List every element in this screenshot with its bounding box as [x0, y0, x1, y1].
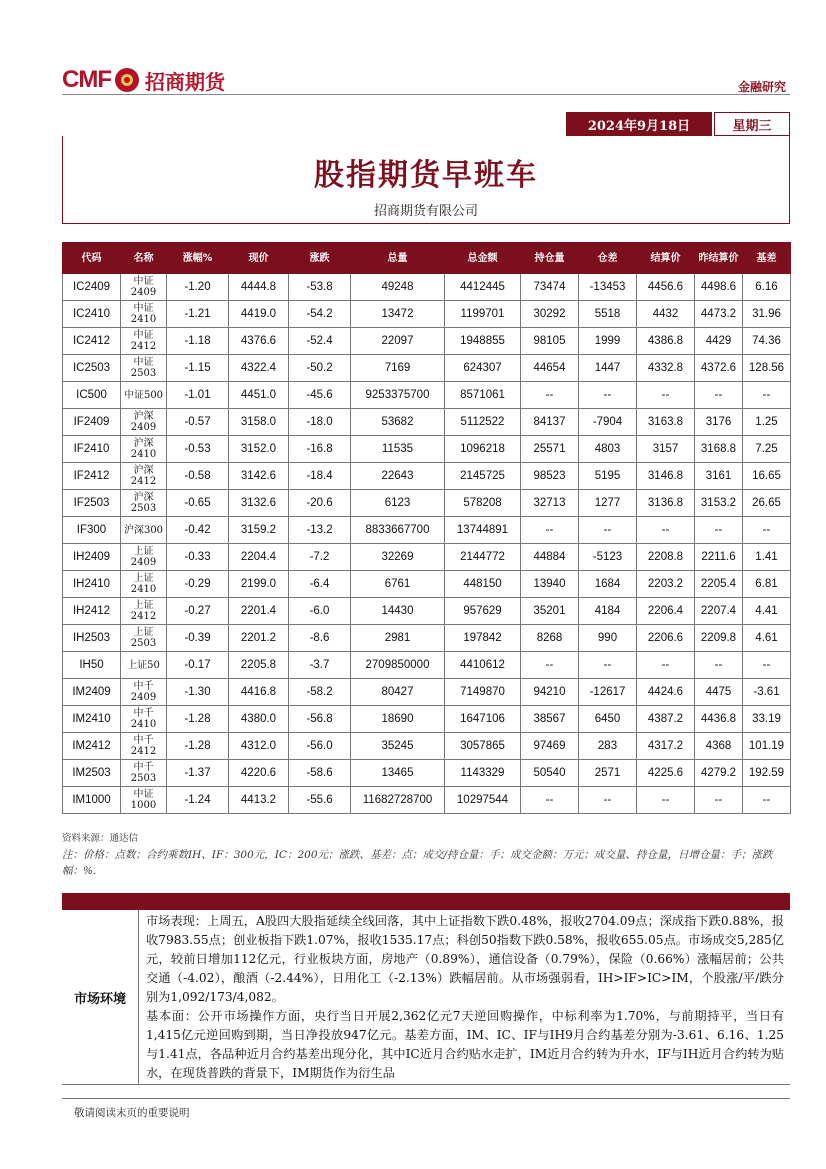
table-cell: -58.6	[289, 760, 351, 787]
table-cell: 3132.6	[229, 490, 289, 517]
contract-code-cell: IF2412	[63, 463, 121, 490]
table-row	[63, 598, 791, 625]
table-cell: 6450	[579, 706, 637, 733]
table-cell: -8.6	[289, 625, 351, 652]
contract-code-cell: IM2412	[63, 733, 121, 760]
table-cell: -13453	[579, 274, 637, 301]
table-cell: 80427	[351, 679, 445, 706]
table-cell: 4410612	[445, 652, 521, 679]
title-box	[62, 136, 790, 224]
table-cell: --	[695, 652, 743, 679]
contract-name-cell: 中证2412	[121, 328, 167, 355]
contract-code-cell: IF2410	[63, 436, 121, 463]
table-cell: 578208	[445, 490, 521, 517]
table-cell: 4317.2	[637, 733, 695, 760]
table-cell: 4376.6	[229, 328, 289, 355]
table-cell: 50540	[521, 760, 579, 787]
contract-name-cell: 中证1000	[121, 787, 167, 814]
table-cell: --	[521, 652, 579, 679]
table-row	[63, 706, 791, 733]
table-cell: 448150	[445, 571, 521, 598]
contract-name-cell: 中千2412	[121, 733, 167, 760]
table-row	[63, 679, 791, 706]
contract-code-cell: IM2410	[63, 706, 121, 733]
table-cell: 2709850000	[351, 652, 445, 679]
table-cell: -0.42	[167, 517, 229, 544]
table-cell: 14430	[351, 598, 445, 625]
table-cell: -13.2	[289, 517, 351, 544]
table-cell: 3176	[695, 409, 743, 436]
table-cell: 53682	[351, 409, 445, 436]
table-cell: 4184	[579, 598, 637, 625]
table-row	[63, 652, 791, 679]
table-cell: 31.96	[743, 301, 791, 328]
section-divider-bar	[62, 893, 790, 910]
table-cell: 3157	[637, 436, 695, 463]
table-cell: 2205.4	[695, 571, 743, 598]
contract-name-cell: 上证2410	[121, 571, 167, 598]
contract-code-cell: IH2410	[63, 571, 121, 598]
table-cell: 2206.6	[637, 625, 695, 652]
company-logo	[62, 64, 225, 96]
table-cell: 3158.0	[229, 409, 289, 436]
column-header: 名称	[121, 243, 167, 274]
contract-code-cell: IC2503	[63, 355, 121, 382]
table-cell: -3.7	[289, 652, 351, 679]
logo-text: CMF	[62, 66, 111, 93]
contract-name-cell: 中证500	[121, 382, 167, 409]
market-section-label: 市场环境	[62, 910, 139, 1084]
table-cell: -12617	[579, 679, 637, 706]
column-header: 代码	[63, 243, 121, 274]
table-cell: -7.2	[289, 544, 351, 571]
table-cell: 3159.2	[229, 517, 289, 544]
column-header: 仓差	[579, 243, 637, 274]
contract-code-cell: IF2503	[63, 490, 121, 517]
table-cell: -16.8	[289, 436, 351, 463]
table-cell: 49248	[351, 274, 445, 301]
table-body	[63, 274, 791, 814]
contract-name-cell: 中证2409	[121, 274, 167, 301]
table-cell: 2206.4	[637, 598, 695, 625]
table-cell: 101.19	[743, 733, 791, 760]
table-cell: 13940	[521, 571, 579, 598]
table-cell: 4225.6	[637, 760, 695, 787]
logo-mark-icon	[115, 68, 139, 92]
contract-name-cell: 中证2410	[121, 301, 167, 328]
table-cell: 38567	[521, 706, 579, 733]
logo-cn-text: 招商期货	[144, 69, 225, 94]
table-cell: 35245	[351, 733, 445, 760]
contract-name-cell: 中证2503	[121, 355, 167, 382]
market-environment-section	[62, 910, 790, 1085]
table-row	[63, 328, 791, 355]
contract-code-cell: IM2409	[63, 679, 121, 706]
table-cell: 2205.8	[229, 652, 289, 679]
contract-code-cell: IC2410	[63, 301, 121, 328]
report-date: 2024年9月18日	[566, 112, 712, 136]
table-cell: --	[521, 517, 579, 544]
table-cell: --	[637, 787, 695, 814]
table-cell: 3153.2	[695, 490, 743, 517]
table-cell: -18.4	[289, 463, 351, 490]
table-cell: 1684	[579, 571, 637, 598]
table-cell: 18690	[351, 706, 445, 733]
table-row	[63, 382, 791, 409]
table-row	[63, 733, 791, 760]
table-row	[63, 463, 791, 490]
table-cell: --	[579, 517, 637, 544]
table-cell: 13744891	[445, 517, 521, 544]
table-row	[63, 571, 791, 598]
table-cell: 2201.4	[229, 598, 289, 625]
table-cell: --	[579, 787, 637, 814]
table-row	[63, 436, 791, 463]
contract-name-cell: 沪深2409	[121, 409, 167, 436]
table-cell: 2145725	[445, 463, 521, 490]
contract-code-cell: IM1000	[63, 787, 121, 814]
table-cell: -45.6	[289, 382, 351, 409]
futures-table	[62, 242, 791, 814]
table-cell: -7904	[579, 409, 637, 436]
table-cell: 4456.6	[637, 274, 695, 301]
table-row	[63, 301, 791, 328]
table-cell: 16.65	[743, 463, 791, 490]
contract-code-cell: IH50	[63, 652, 121, 679]
table-cell: 1199701	[445, 301, 521, 328]
table-row	[63, 355, 791, 382]
table-cell: 2208.8	[637, 544, 695, 571]
report-weekday: 星期三	[714, 112, 790, 136]
table-header-row	[63, 243, 791, 274]
table-cell: --	[637, 382, 695, 409]
table-cell: -58.2	[289, 679, 351, 706]
table-cell: 25571	[521, 436, 579, 463]
table-cell: 4436.8	[695, 706, 743, 733]
table-cell: 1999	[579, 328, 637, 355]
table-cell: 4413.2	[229, 787, 289, 814]
table-cell: 1277	[579, 490, 637, 517]
table-cell: 5195	[579, 463, 637, 490]
table-cell: 6.16	[743, 274, 791, 301]
table-cell: 4332.8	[637, 355, 695, 382]
table-cell: -53.8	[289, 274, 351, 301]
contract-name-cell: 沪深300	[121, 517, 167, 544]
table-cell: 7149870	[445, 679, 521, 706]
table-cell: 128.56	[743, 355, 791, 382]
table-cell: 6.81	[743, 571, 791, 598]
table-row	[63, 544, 791, 571]
fundamentals-paragraph: 基本面：公开市场操作方面，央行当日开展2,362亿元7天逆回购操作，中标利率为1.70%，与前期持平，当日有1,415亿元逆回购到期，当日净投放947亿元。基差方面，IM、IC、IF与IH9月合约基差分别为-3.61、6.16、1.25与1.41点，各品种近月合约基差出现分化，其中IC近月合约贴水走扩，IM近月合约转为升水，IF与IH近月合约转为贴水，在现货普跌的背景下，IM期货作为衍生品	[146, 1009, 784, 1080]
table-cell: -3.61	[743, 679, 791, 706]
contract-code-cell: IC2412	[63, 328, 121, 355]
contract-code-cell: IH2409	[63, 544, 121, 571]
table-cell: 1647106	[445, 706, 521, 733]
table-cell: 4498.6	[695, 274, 743, 301]
table-cell: -1.18	[167, 328, 229, 355]
table-cell: -55.6	[289, 787, 351, 814]
table-cell: -1.15	[167, 355, 229, 382]
table-row	[63, 517, 791, 544]
table-cell: -0.39	[167, 625, 229, 652]
table-cell: --	[743, 787, 791, 814]
table-cell: 74.36	[743, 328, 791, 355]
table-cell: 4312.0	[229, 733, 289, 760]
contract-code-cell: IF300	[63, 517, 121, 544]
table-cell: 98105	[521, 328, 579, 355]
contract-name-cell: 中千2503	[121, 760, 167, 787]
table-cell: 3161	[695, 463, 743, 490]
table-cell: 4473.2	[695, 301, 743, 328]
table-cell: 7169	[351, 355, 445, 382]
table-cell: 9253375700	[351, 382, 445, 409]
contract-name-cell: 上证2503	[121, 625, 167, 652]
contract-code-cell: IH2412	[63, 598, 121, 625]
table-cell: 1.25	[743, 409, 791, 436]
table-cell: -18.0	[289, 409, 351, 436]
table-cell: 44654	[521, 355, 579, 382]
table-cell: --	[695, 382, 743, 409]
market-section-body	[146, 912, 784, 1083]
table-cell: -6.0	[289, 598, 351, 625]
table-cell: 13472	[351, 301, 445, 328]
table-cell: 97469	[521, 733, 579, 760]
table-cell: -0.33	[167, 544, 229, 571]
table-cell: --	[521, 382, 579, 409]
footer-disclaimer: 敬请阅读末页的重要说明	[74, 1107, 190, 1119]
table-cell: 30292	[521, 301, 579, 328]
table-cell: 2201.2	[229, 625, 289, 652]
contract-name-cell: 沪深2410	[121, 436, 167, 463]
table-cell: 2571	[579, 760, 637, 787]
table-cell: 98523	[521, 463, 579, 490]
table-cell: 4419.0	[229, 301, 289, 328]
table-cell: 22097	[351, 328, 445, 355]
table-cell: 4412445	[445, 274, 521, 301]
table-cell: -1.01	[167, 382, 229, 409]
table-cell: -1.28	[167, 706, 229, 733]
table-cell: 4451.0	[229, 382, 289, 409]
table-row	[63, 409, 791, 436]
table-cell: 32269	[351, 544, 445, 571]
table-row	[63, 274, 791, 301]
table-cell: 4416.8	[229, 679, 289, 706]
table-cell: -52.4	[289, 328, 351, 355]
column-header: 结算价	[637, 243, 695, 274]
table-cell: 3146.8	[637, 463, 695, 490]
table-row	[63, 490, 791, 517]
contract-code-cell: IH2503	[63, 625, 121, 652]
report-title: 股指期货早班车	[314, 158, 538, 193]
table-cell: --	[579, 382, 637, 409]
table-cell: 1096218	[445, 436, 521, 463]
table-cell: 3152.0	[229, 436, 289, 463]
contract-code-cell: IC2409	[63, 274, 121, 301]
table-cell: -1.24	[167, 787, 229, 814]
table-cell: 22643	[351, 463, 445, 490]
table-cell: 1948855	[445, 328, 521, 355]
table-cell: -0.27	[167, 598, 229, 625]
table-cell: 2981	[351, 625, 445, 652]
table-cell: -56.8	[289, 706, 351, 733]
table-cell: 4803	[579, 436, 637, 463]
table-cell: 11682728700	[351, 787, 445, 814]
table-cell: 1447	[579, 355, 637, 382]
table-cell: -0.57	[167, 409, 229, 436]
table-cell: 4322.4	[229, 355, 289, 382]
table-cell: 4220.6	[229, 760, 289, 787]
table-cell: 2209.8	[695, 625, 743, 652]
table-cell: -0.17	[167, 652, 229, 679]
column-header: 基差	[743, 243, 791, 274]
table-cell: 3168.8	[695, 436, 743, 463]
header-divider	[62, 94, 790, 95]
table-cell: -6.4	[289, 571, 351, 598]
table-cell: 1.41	[743, 544, 791, 571]
table-row	[63, 760, 791, 787]
table-cell: 4279.2	[695, 760, 743, 787]
column-header: 涨跌	[289, 243, 351, 274]
contract-name-cell: 上证2409	[121, 544, 167, 571]
table-cell: 192.59	[743, 760, 791, 787]
table-cell: 4444.8	[229, 274, 289, 301]
table-cell: 2144772	[445, 544, 521, 571]
table-cell: 2211.6	[695, 544, 743, 571]
table-cell: 197842	[445, 625, 521, 652]
table-cell: -0.58	[167, 463, 229, 490]
table-cell: 4424.6	[637, 679, 695, 706]
table-cell: 4432	[637, 301, 695, 328]
table-cell: --	[743, 652, 791, 679]
table-cell: -0.65	[167, 490, 229, 517]
table-cell: 4429	[695, 328, 743, 355]
table-cell: 4475	[695, 679, 743, 706]
table-cell: -54.2	[289, 301, 351, 328]
table-note: 注：价格：点数；合约乘数IH、IF：300元，IC：200元；涨跌、基差：点；成交/持仓量：手；成交金额：万元；成交量、持仓量，日增仓量：手；涨跌幅：%.	[62, 849, 773, 877]
table-cell: --	[521, 787, 579, 814]
contract-name-cell: 上证2412	[121, 598, 167, 625]
column-header: 总量	[351, 243, 445, 274]
table-cell: -1.28	[167, 733, 229, 760]
table-cell: 990	[579, 625, 637, 652]
table-cell: 8833667700	[351, 517, 445, 544]
table-cell: -1.30	[167, 679, 229, 706]
table-cell: 4380.0	[229, 706, 289, 733]
table-cell: -0.29	[167, 571, 229, 598]
table-cell: 2199.0	[229, 571, 289, 598]
page-footer	[62, 1098, 790, 1119]
contract-name-cell: 中千2409	[121, 679, 167, 706]
table-cell: 13465	[351, 760, 445, 787]
table-cell: 4387.2	[637, 706, 695, 733]
table-cell: 4386.8	[637, 328, 695, 355]
table-cell: 4.61	[743, 625, 791, 652]
table-cell: 5112522	[445, 409, 521, 436]
table-cell: --	[695, 787, 743, 814]
table-cell: -5123	[579, 544, 637, 571]
table-cell: 32713	[521, 490, 579, 517]
table-cell: -20.6	[289, 490, 351, 517]
table-cell: 1143329	[445, 760, 521, 787]
table-cell: 957629	[445, 598, 521, 625]
column-header: 昨结算价	[695, 243, 743, 274]
contract-name-cell: 沪深2412	[121, 463, 167, 490]
contract-code-cell: IC500	[63, 382, 121, 409]
table-cell: 624307	[445, 355, 521, 382]
contract-name-cell: 沪深2503	[121, 490, 167, 517]
table-cell: 2204.4	[229, 544, 289, 571]
table-cell: 8571061	[445, 382, 521, 409]
table-cell: 73474	[521, 274, 579, 301]
report-category: 金融研究	[737, 80, 786, 94]
table-cell: -1.21	[167, 301, 229, 328]
column-header: 涨幅%	[167, 243, 229, 274]
table-cell: --	[637, 517, 695, 544]
table-cell: 4.41	[743, 598, 791, 625]
column-header: 总金额	[445, 243, 521, 274]
table-cell: 3136.8	[637, 490, 695, 517]
market-performance-paragraph: 市场表现：上周五，A股四大股指延续全线回落，其中上证指数下跌0.48%，报收2704.09点；深成指下跌0.88%，报收7983.55点；创业板指下跌1.07%，报收1535.17点；科创50指数下跌0.58%，报收655.05点。市场成交5,285亿元，较前日增加112亿元，行业板块方面，房地产（0.89%），通信设备（0.79%），保险（0.66%）涨幅居前；公共交通（-4.02），酿酒（-2.44%），日用化工（-2.13%）跌幅居前。从市场强弱看，IH>IF>IC>IM，个股涨/平/跌分别为1,092/173/4,082。	[146, 914, 784, 1004]
table-cell: 3057865	[445, 733, 521, 760]
table-cell: -56.0	[289, 733, 351, 760]
table-cell: -50.2	[289, 355, 351, 382]
table-cell: 94210	[521, 679, 579, 706]
table-cell: 11535	[351, 436, 445, 463]
table-cell: 26.65	[743, 490, 791, 517]
table-cell: 33.19	[743, 706, 791, 733]
company-name: 招商期货有限公司	[373, 204, 478, 219]
contract-name-cell: 中千2410	[121, 706, 167, 733]
table-cell: -1.37	[167, 760, 229, 787]
table-cell: 84137	[521, 409, 579, 436]
table-cell: --	[743, 517, 791, 544]
contract-code-cell: IM2503	[63, 760, 121, 787]
column-header: 持仓量	[521, 243, 579, 274]
table-cell: 6123	[351, 490, 445, 517]
table-cell: 6761	[351, 571, 445, 598]
table-cell: 3163.8	[637, 409, 695, 436]
table-row	[63, 625, 791, 652]
table-cell: --	[695, 517, 743, 544]
contract-name-cell: 上证50	[121, 652, 167, 679]
table-row	[63, 787, 791, 814]
table-cell: 35201	[521, 598, 579, 625]
table-cell: 2203.2	[637, 571, 695, 598]
table-cell: 283	[579, 733, 637, 760]
table-cell: 10297544	[445, 787, 521, 814]
column-header: 现价	[229, 243, 289, 274]
data-source: 资料来源：通达信	[62, 833, 139, 844]
contract-code-cell: IF2409	[63, 409, 121, 436]
table-cell: 4372.6	[695, 355, 743, 382]
table-cell: 7.25	[743, 436, 791, 463]
table-cell: --	[743, 382, 791, 409]
table-cell: 5518	[579, 301, 637, 328]
table-cell: -0.53	[167, 436, 229, 463]
table-cell: 8268	[521, 625, 579, 652]
table-cell: -1.20	[167, 274, 229, 301]
table-cell: 2207.4	[695, 598, 743, 625]
table-cell: 4368	[695, 733, 743, 760]
table-cell: --	[579, 652, 637, 679]
table-cell: --	[637, 652, 695, 679]
table-cell: 3142.6	[229, 463, 289, 490]
table-cell: 44884	[521, 544, 579, 571]
